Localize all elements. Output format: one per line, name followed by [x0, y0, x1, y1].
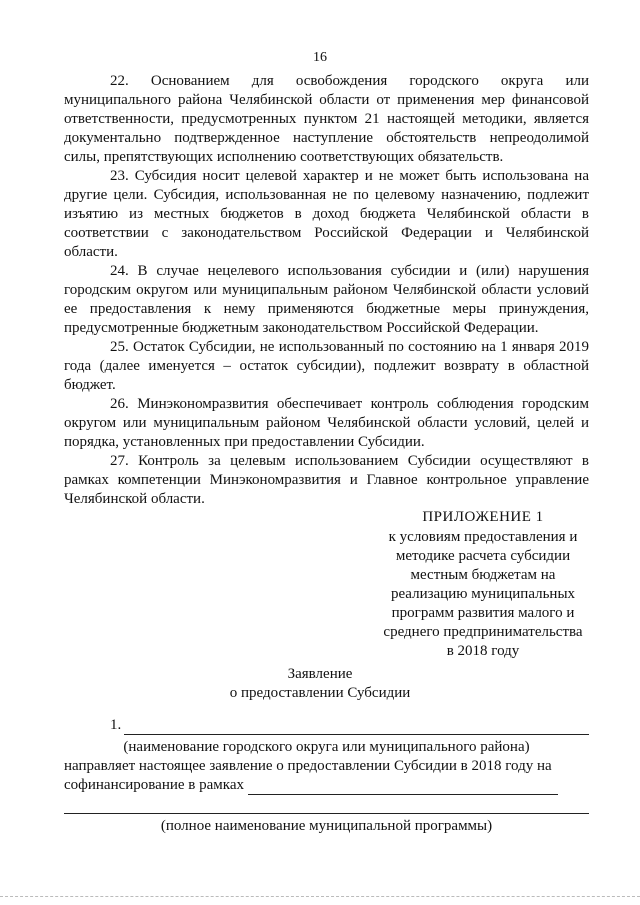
appendix-line: к условиям предоставления и: [388, 529, 578, 545]
page-number: 16: [313, 50, 327, 65]
item-number: 1.: [110, 717, 122, 733]
program-name-field-continued[interactable]: [64, 799, 589, 814]
appendix-line: программ развития малого и: [391, 605, 575, 621]
form-text-line-1: направляет настоящее заявление о предоставлении Субсидии в 2018 году на: [64, 758, 552, 774]
program-name-field[interactable]: [248, 780, 558, 795]
statement-title: Заявление: [287, 666, 353, 682]
paragraph-26: 26. Минэкономразвития обеспечивает контроль соблюдения городским округом или муниципальным районом Челябинской области условий, целей и порядка, установленных при предоставлении Субсидии.: [64, 396, 589, 450]
appendix-line: реализацию муниципальных: [390, 586, 576, 602]
municipality-caption: (наименование городского округа или муниципального района): [123, 739, 530, 755]
paragraph-24: 24. В случае нецелевого использования субсидии и (или) нарушения городским округом или муниципальным районом Челябинской области условий ее предоставления к нему применяются бюджетные меры принуждения, предусмотренные бюджетным законодательством Российской Федерации.: [64, 263, 589, 336]
appendix-line: местным бюджетам на: [410, 567, 556, 583]
body-text: [64, 72, 589, 509]
municipality-name-field[interactable]: [124, 720, 589, 735]
appendix-block: [370, 508, 596, 661]
statement-subtitle: о предоставлении Субсидии: [229, 685, 411, 701]
municipality-line: [64, 716, 589, 735]
paragraph-27: 27. Контроль за целевым использованием Субсидии осуществляют в рамках компетенции Минэкономразвития и Главное контрольное управление Челябинской области.: [64, 453, 589, 507]
appendix-line: методике расчета субсидии: [395, 548, 571, 564]
application-form: [64, 716, 589, 836]
page-bottom-edge: [0, 896, 640, 897]
paragraph-22: 22. Основанием для освобождения городского округа или муниципального района Челябинской области от применения мер финансовой ответственности, предусмотренных пунктом 21 настоящей методики, является документально подтвержденное наступление обстоятельств непреодолимой силы, препятствующих исполнению соответствующих обязательств.: [64, 73, 589, 165]
program-caption: (полное наименование муниципальной программы): [160, 818, 493, 834]
paragraph-23: 23. Субсидия носит целевой характер и не может быть использована на другие цели. Субсидия, использованная не по целевому назначению, подлежит изъятию из местных бюджетов в доход бюджета Челябинской области в соответствии с законодательством Российской Федерации и Челябинской области.: [64, 168, 589, 260]
paragraph-25: 25. Остаток Субсидии, не использованный по состоянию на 1 января 2019 года (далее именуется – остаток субсидии), подлежит возврату в областной бюджет.: [64, 339, 589, 393]
form-text-line-2-row: [64, 776, 589, 795]
appendix-title: ПРИЛОЖЕНИЕ 1: [422, 509, 544, 525]
form-text-line-2: софинансирование в рамках: [64, 777, 245, 793]
appendix-line: среднего предпринимательства: [383, 624, 583, 640]
appendix-line: в 2018 году: [446, 643, 520, 659]
